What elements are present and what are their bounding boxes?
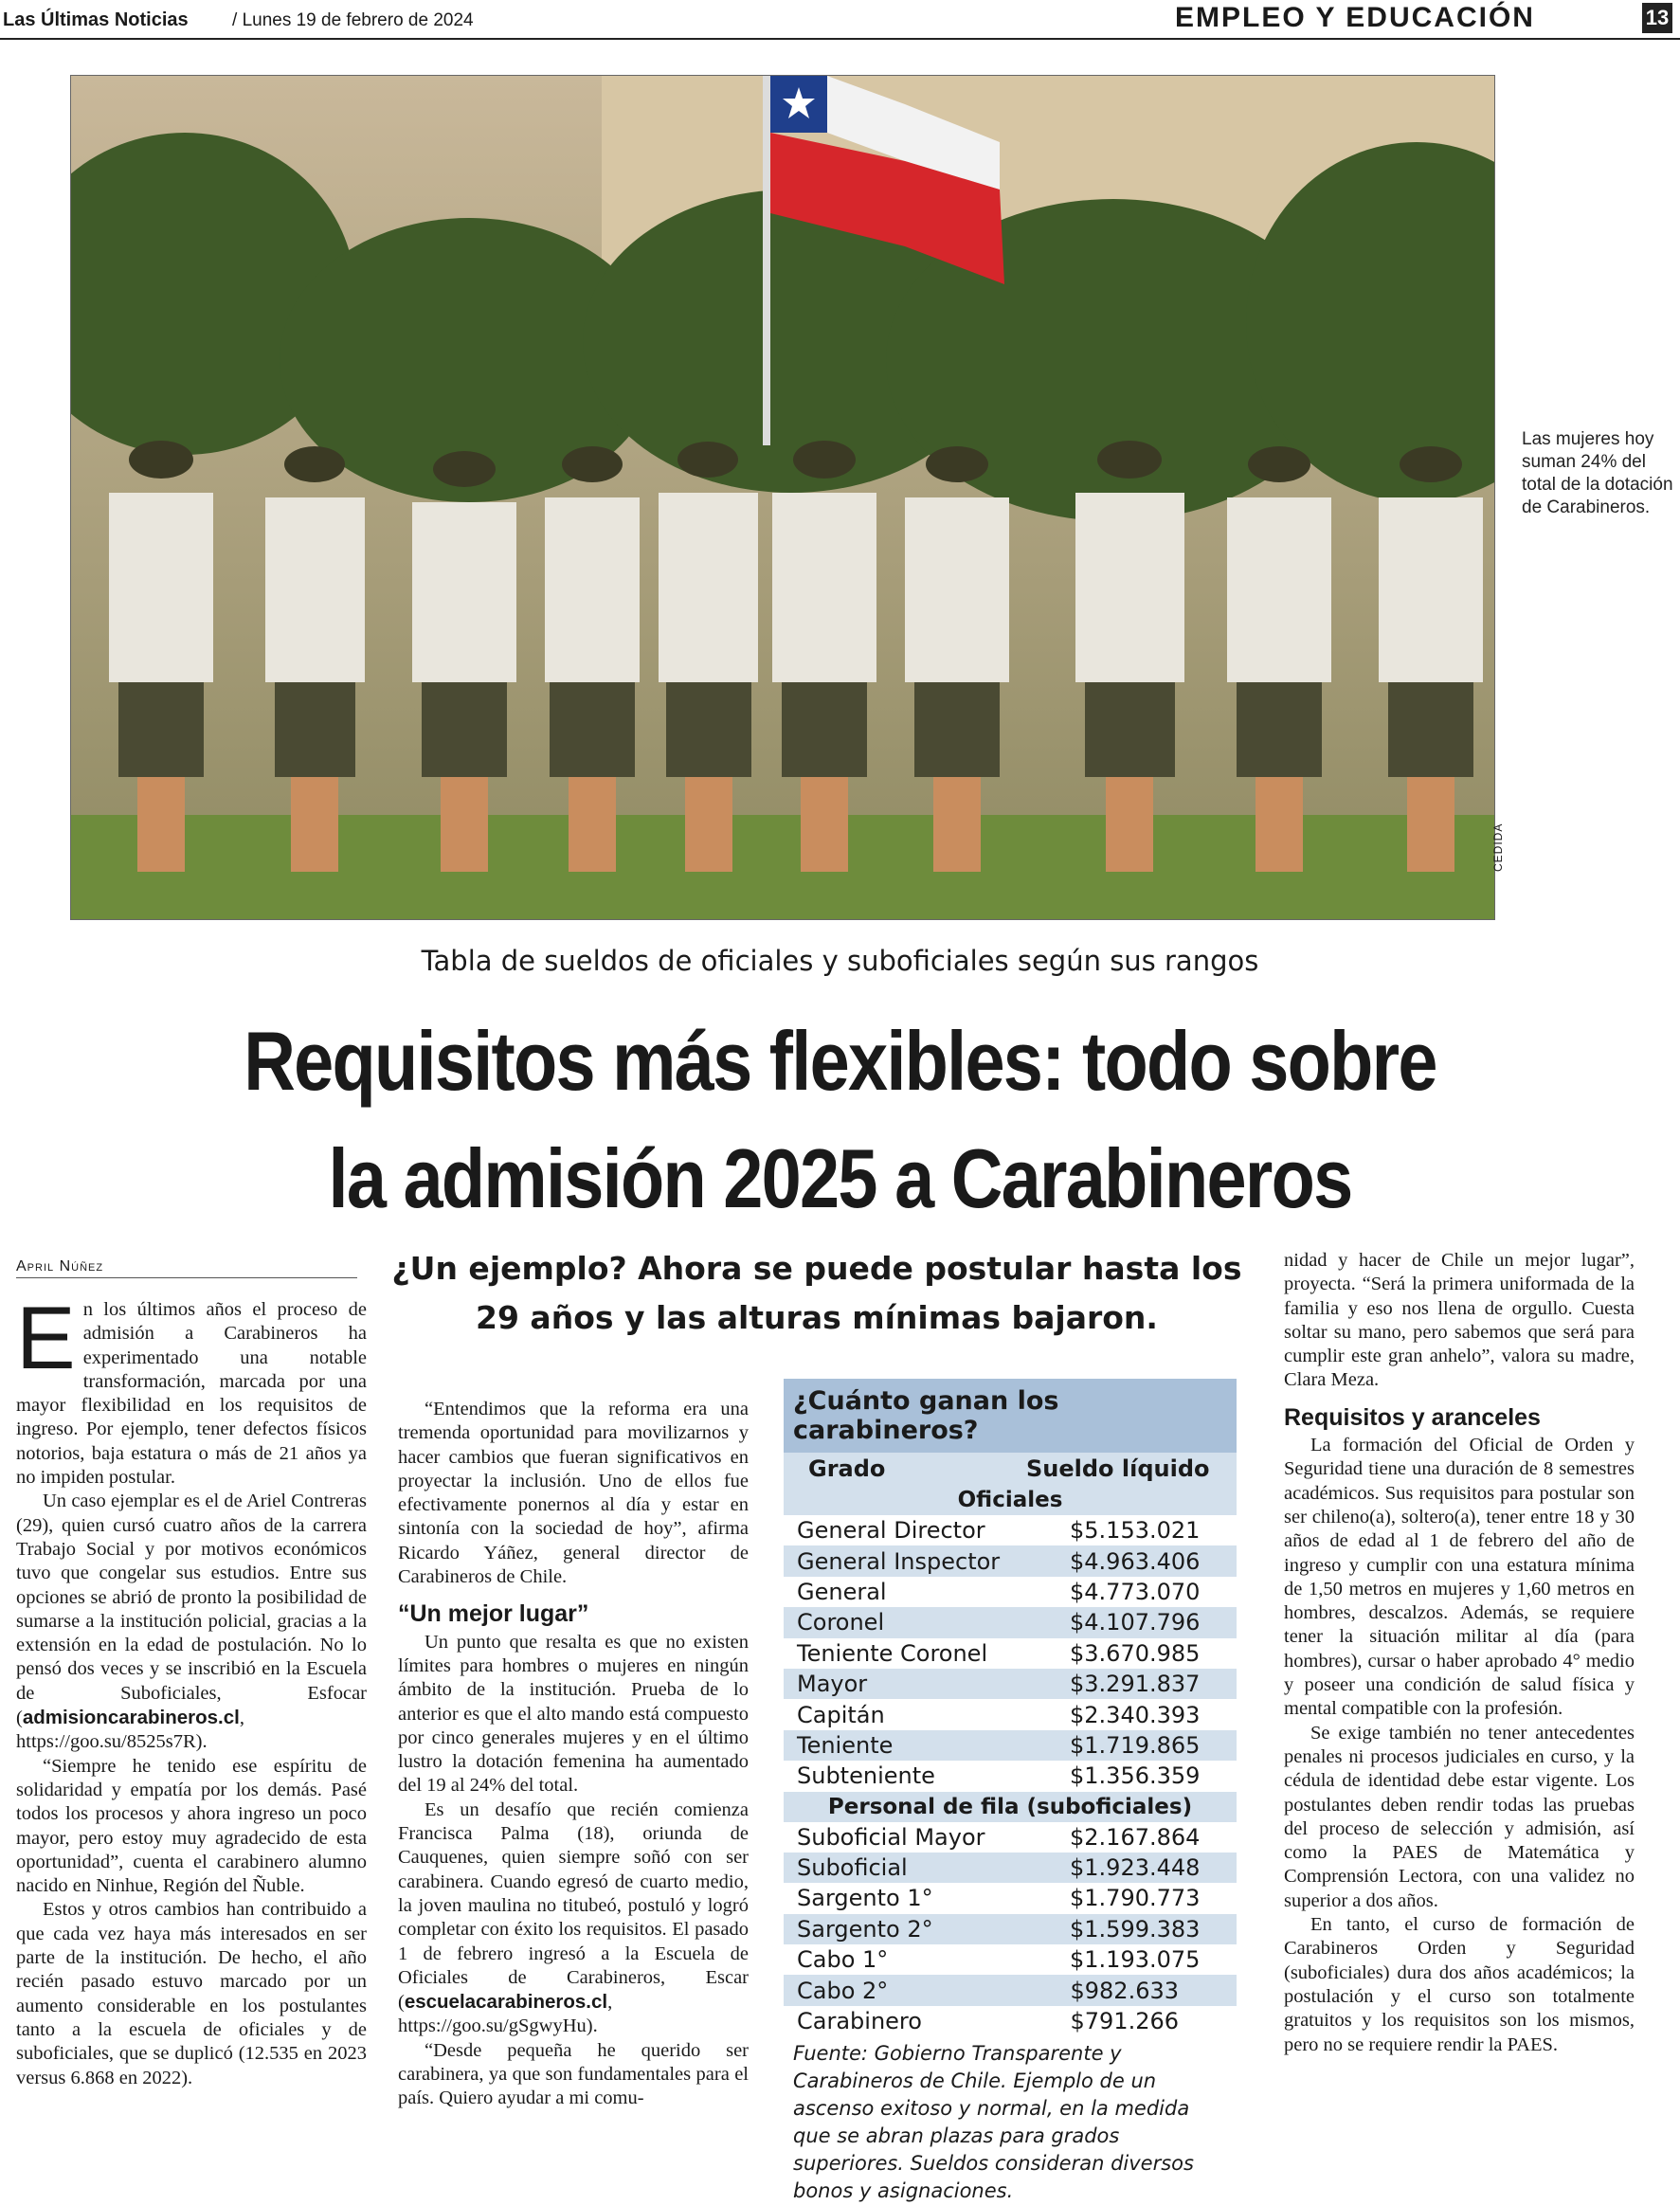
salary-cell: $982.633 (1070, 1977, 1179, 2004)
paragraph-text: , https://goo.su/8525s7R). (16, 1708, 244, 1753)
paragraph: “Entendimos que la reforma era una tremenda oportunidad para movilizarnos y hacer cambios que fueran significativos en proyectar la inclusión. Uno de ellos fue efectivamente ponernos al día y estar en sintonía con la sociedad de hoy”, afirma Ricardo Yáñez, general director de Carabineros de Chile. (398, 1399, 749, 1588)
newspaper-name: Las Últimas Noticias (3, 9, 189, 30)
table-row (784, 1545, 1237, 1576)
salary-cell: $1.599.383 (1070, 1915, 1201, 1943)
salary-cell: $4.773.070 (1070, 1578, 1201, 1605)
salary-cell: $1.923.448 (1070, 1854, 1201, 1882)
salary-cell: $1.790.773 (1070, 1885, 1201, 1912)
salary-cell: $791.266 (1070, 2008, 1179, 2035)
photo-caption: Las mujeres hoy suman 24% del total de la dotación de Carabineros. (1522, 429, 1673, 517)
paragraph (398, 1798, 749, 2039)
rank-cell: Sargento 1° (797, 1885, 933, 1912)
oficiales-rows (784, 1515, 1237, 1792)
salary-cell: $2.340.393 (1070, 1701, 1201, 1728)
section-oficiales: Oficiales (784, 1485, 1237, 1515)
suboficiales-rows (784, 1822, 1237, 2037)
salary-cell: $4.107.796 (1070, 1609, 1201, 1636)
paragraph: En tanto, el curso de formación de Carabineros Orden y Seguridad (suboficiales) dura dos años académicos; la postulación y el curso son totalmente gratuitos y los requisitos son los mismos, pero no se requiere rendir la PAES. (1284, 1914, 1635, 2055)
table-source-note: Fuente: Gobierno Transparente y Carabineros de Chile. Ejemplo de un ascenso exitoso y normal, en la medida que se abran plazas para grados superiores. Sueldos consideran diversos bonos y asignaciones. (793, 2042, 1194, 2203)
salary-table (784, 1379, 1237, 2205)
article-column-4 (1284, 1249, 1635, 2057)
table-row (784, 1730, 1237, 1761)
section-title: EMPLEO Y EDUCACIÓN (1175, 2, 1535, 33)
salary-cell: $1.193.075 (1070, 1946, 1201, 1974)
table-row (784, 1638, 1237, 1669)
rank-cell: Coronel (797, 1609, 885, 1636)
headline-line-2: la admisión 2025 a Carabineros (328, 1131, 1352, 1225)
rank-cell: Subteniente (797, 1762, 935, 1790)
paragraph-text: , https://goo.su/gSgwyHu). (398, 1992, 613, 2037)
headline-line-1: Requisitos más flexibles: todo sobre (244, 1014, 1436, 1108)
section-suboficiales: Personal de fila (suboficiales) (784, 1792, 1237, 1822)
table-row (784, 1883, 1237, 1913)
paragraph: Un punto que resalta es que no existen límites para hombres o mujeres en ningún ámbito de la institución. Prueba de lo anterior es que el alto mando está compuesto por cinco generales mujeres y en el último lustro la dotación femenina ha aumentado del 19 al 24% del total. (398, 1631, 749, 1797)
table-header (784, 1453, 1237, 1485)
rank-cell: General (797, 1578, 887, 1605)
paragraph: nidad y hacer de Chile un mejor lugar”, proyecta. “Será la primera uniformada de la familia y eso nos llena de orgullo. Cuesta soltar su mano, pero sabemos que será para cumplir este gran anhelo”, valora su madre, Clara Meza. (1284, 1250, 1635, 1391)
rank-cell: Teniente Coronel (797, 1639, 988, 1667)
flagpole (763, 76, 770, 445)
publication-date: / Lunes 19 de febrero de 2024 (232, 10, 474, 30)
rank-cell: Sargento 2° (797, 1915, 933, 1943)
rank-cell: Suboficial Mayor (797, 1823, 985, 1851)
rank-cell: Capitán (797, 1701, 885, 1728)
table-row (784, 2006, 1237, 2036)
table-row (784, 1944, 1237, 1975)
page-number: 13 (1642, 3, 1672, 33)
salary-cell: $4.963.406 (1070, 1547, 1201, 1575)
salary-cell: $3.291.837 (1070, 1671, 1201, 1698)
column-header-grado: Grado (808, 1455, 886, 1482)
paragraph: “Desde pequeña he querido ser carabinera, ya que son fundamentales para el país. Quiero ayudar a mi comu- (398, 2039, 749, 2109)
salary-cell: $3.670.985 (1070, 1639, 1201, 1667)
table-row (784, 1761, 1237, 1791)
paragraph-text: n los últimos años el proceso de admisión a Carabineros ha experimentado una notable transformación, marcada por una mayor flexibilidad en los requisitos de ingreso. Por ejemplo, tener defectos físicos notorios, baja estatura o más de 21 años ya no impiden postular. (16, 1299, 367, 1489)
kicker-subtitle: Tabla de sueldos de oficiales y suboficiales según sus rangos (421, 945, 1259, 977)
paragraph-text: Un caso ejemplar es el de Ariel Contreras (29), quien cursó cuatro años de la carrera Trabajo Social y por motivos económicos tuvo que congelar sus estudios. Entre sus opciones se abrió de pronto la posibilidad de sumarse a la institución policial, gracias a la extensión en la edad de postulación. No lo pensó dos veces y se inscribió en la Escuela de Suboficiales, Esfocar ( (16, 1491, 367, 1729)
subhead-mejor-lugar: “Un mejor lugar” (398, 1600, 589, 1628)
column-header-sueldo: Sueldo líquido (1026, 1455, 1210, 1482)
table-row (784, 1822, 1237, 1853)
article-column-1 (16, 1288, 367, 2090)
drop-cap: E (16, 1288, 76, 1387)
salary-cell: $1.356.359 (1070, 1762, 1201, 1790)
rank-cell: General Director (797, 1517, 985, 1545)
table-row (784, 1853, 1237, 1883)
paragraph: “Siempre he tenido ese espíritu de solidaridad y empatía por los demás. Pasé todos los procesos y ahora ingreso un poco mayor, pero estoy muy agradecido de esta oportunidad”, cuenta el carabinero alumno nacido en Ninhue, Región del Ñuble. (16, 1755, 367, 1897)
rank-cell: Cabo 1° (797, 1946, 889, 1974)
paragraph: Estos y otros cambios han contribuido a que cada vez haya más interesados en ser parte de la institución. De hecho, el año recién pasado estuvo marcado por un aumento considerable en los postulantes tanto a la escuela de oficiales y de suboficiales, que se duplicó (12.535 en 2023 versus 6.868 en 2022). (16, 1899, 367, 2088)
deck: ¿Un ejemplo? Ahora se puede postular hasta los 29 años y las alturas mínimas bajaron. (391, 1250, 1242, 1336)
salary-cell: $1.719.865 (1070, 1731, 1201, 1759)
rank-cell: Suboficial (797, 1854, 908, 1882)
paragraph: Se exige también no tener antecedentes penales ni procesos judiciales en curso, y la cédula de identidad debe estar vigente. Los postulantes deben rendir todas las pruebas del proceso de selección y admisión, así como la PAES de Matemática y Comprensión Lectora, con una validez no superior a dos años. (1284, 1722, 1635, 1911)
photo-illustration (71, 76, 1494, 919)
table-row (784, 1975, 1237, 2005)
headline (117, 1003, 1563, 1238)
table-row (784, 1607, 1237, 1637)
rank-cell: General Inspector (797, 1547, 1001, 1575)
admission-link[interactable]: admisioncarabineros.cl (22, 1707, 240, 1729)
rank-cell: Teniente (797, 1731, 894, 1759)
rank-cell: Mayor (797, 1671, 868, 1698)
photo-credit: CEDIDA (1491, 822, 1505, 872)
salary-cell: $5.153.021 (1070, 1517, 1201, 1545)
byline: April Núñez (16, 1258, 357, 1278)
table-row (784, 1914, 1237, 1944)
table-title: ¿Cuánto ganan los carabineros? (784, 1379, 1237, 1453)
paragraph: La formación del Oficial de Orden y Seguridad tiene una duración de 8 semestres académicos. Sus requisitos para postular son ser chileno(a), soltero(a), tener entre 18 y 30 años de edad al 1 de febrero del año de ingreso y cumplir con una estatura mínima de 1,50 metros en mujeres y 1,60 metros en hombres, descalzos. Además, se requiere tener la situación militar al día (para hombres), cursar o haber aprobado 4° medio y poseer una condición de salud física y mental compatible con la profesión. (1284, 1435, 1635, 1720)
rank-cell: Carabinero (797, 2008, 922, 2035)
table-row (784, 1515, 1237, 1545)
table-row (784, 1669, 1237, 1699)
subhead-requisitos: Requisitos y aranceles (1284, 1403, 1541, 1431)
table-row (784, 1577, 1237, 1607)
paragraph (16, 1288, 367, 1490)
date-text: Lunes 19 de febrero de 2024 (242, 10, 474, 30)
paragraph (16, 1490, 367, 1754)
school-link[interactable]: escuelacarabineros.cl (404, 1991, 608, 2014)
main-photo (70, 75, 1495, 920)
salary-cell: $2.167.864 (1070, 1823, 1201, 1851)
rank-cell: Cabo 2° (797, 1977, 889, 2004)
table-row (784, 1699, 1237, 1729)
paragraph-text: Es un desafío que recién comienza Francisca Palma (18), oriunda de Cauquenes, quien siempre soñó con ser carabinera. Cuando egresó de cuarto medio, la joven maulina no titubeó, postuló y logró completar con éxito los requisitos. El pasado 1 de febrero ingresó a la Escuela de Oficiales de Carabineros, Escar ( (398, 1798, 749, 2014)
article-column-2 (398, 1398, 749, 2111)
